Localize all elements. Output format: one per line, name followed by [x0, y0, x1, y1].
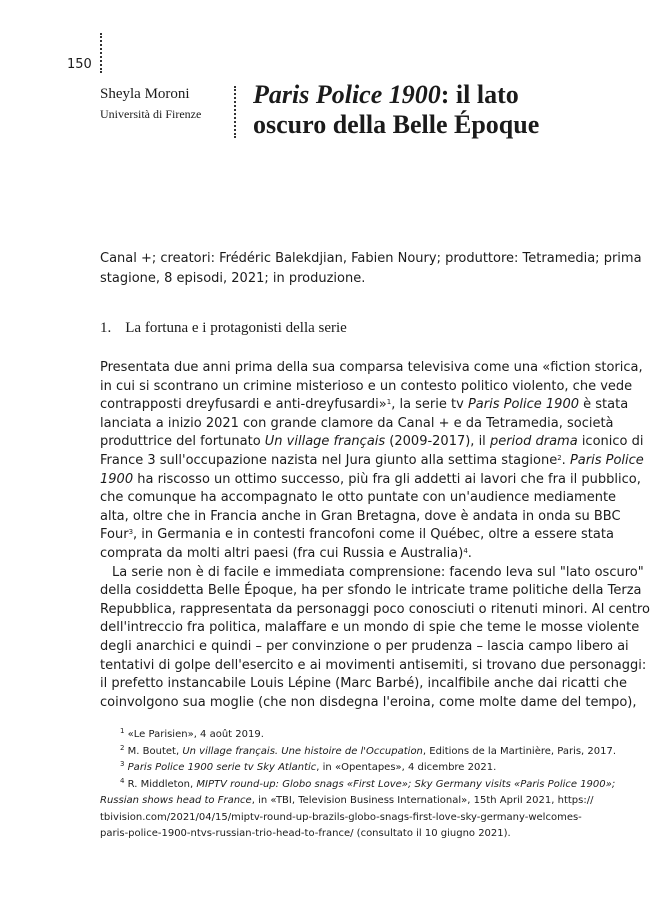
- text-line: in cui si scontrano un crimine misterioso e un contesto politico violento, che vede: [100, 378, 633, 394]
- text-line: La serie non è di facile e immediata comprensione: facendo leva sul "lato oscuro": [112, 564, 644, 580]
- text-line: che comunque ha accompagnato le otto puntate con un'audience mediamente: [100, 490, 617, 506]
- title-divider: [234, 86, 236, 138]
- text-line: degli anarchici e quindi – per convinzione o per prudenza – lascia campo libero ai: [100, 638, 629, 654]
- text-line: della cosiddetta Belle Époque, ha per sfondo le intricate trame politiche della Terza: [100, 583, 642, 599]
- info-line: Canal +; creatori: Frédéric Balekdjian, Fabien Noury; produttore: Tetramedia; prima: [100, 251, 642, 266]
- text-line: dell'intreccio fra politica, malaffare e un mondo di spie che teme le mosse violente: [100, 620, 640, 636]
- text-line: Presentata due anni prima della sua comparsa televisiva come una «fiction storica,: [100, 360, 643, 375]
- text-line: alta, oltre che in Francia anche in Gran Bretagna, dove è andata in onda su BBC: [100, 508, 621, 524]
- text-line: lanciata a inizio 2021 con grande clamore da Canal + e da Tetramedia, società: [100, 415, 614, 431]
- section-number: 1.: [100, 320, 112, 336]
- section-heading: [100, 320, 347, 337]
- text-line: il prefetto instancabile Louis Lépine (Marc Barbé), incalfibile anche dai ricatti che: [100, 676, 627, 692]
- text-line: 1900 ha riscosso un ottimo successo, più fra gli addetti ai lavori che fra il pubblico,: [100, 471, 641, 487]
- article-title: [253, 80, 613, 140]
- text-line: Repubblica, rappresentata da personaggi poco conosciuti o ritenuti minori. Al centro: [100, 601, 650, 617]
- footnote-ref[interactable]: 3: [128, 528, 134, 537]
- footnote-ref[interactable]: 4: [463, 546, 468, 555]
- text-line: coinvolgono sua moglie (che non disdegna l'eroina, come molte dame del tempo),: [100, 694, 637, 710]
- footnotes: [100, 727, 617, 843]
- text-line: contrapposti dreyfusardi e anti-dreyfusardi»$^1$, la serie tv Paris Police 1900 è stata: [100, 397, 629, 413]
- vertical-divider: [100, 33, 102, 73]
- info-line: stagione, 8 episodi, 2021; in produzione.: [100, 271, 366, 286]
- author-affiliation: Università di Firenze: [100, 107, 202, 121]
- footnote-url[interactable]: tbivision.com/2021/04/15/miptv-round-up-brazils-globo-snags-first-love-sky-germany-welcomes-: [100, 811, 582, 823]
- text-line: comprata da molti altri paesi (fra cui Russia e Australia)$^4$.: [100, 545, 472, 561]
- text-line: France 3 sull'occupazione nazista nel Jura giunto alla settima stagione$^2$. Paris Police: [100, 452, 644, 468]
- author-name: Sheyla Moroni: [100, 86, 190, 102]
- section-title: La fortuna e i protagonisti della serie: [125, 320, 347, 336]
- footnote-ref[interactable]: 2: [557, 453, 562, 462]
- title-rest: : il lato: [440, 80, 519, 109]
- body-text: [100, 359, 650, 712]
- text-line: Four$^3$, in Germania e in contesti francofoni come il Québec, oltre a essere stata: [100, 527, 614, 543]
- footnote: $^4$ R. Middleton, MIPTV round-up: Globo snags «First Love»; Sky Germany visits «Paris Police 1900»;: [120, 776, 616, 790]
- title-line-2: oscuro della Belle Époque: [253, 110, 540, 139]
- footnote: $^2$ M. Boutet, Un village français. Une histoire de l'Occupation, Editions de la Martinière, Paris, 2017.: [120, 743, 617, 757]
- production-info: [100, 249, 642, 289]
- footnote-ref[interactable]: 1: [386, 398, 392, 407]
- footnote-continuation: paris-police-1900-ntvs-russian-trio-head-to-france/ (consultato il 10 giugno 2021).: [100, 828, 511, 839]
- title-italic: Paris Police 1900: [253, 80, 441, 109]
- text-line: produttrice del fortunato Un village français (2009-2017), il period drama iconico di: [100, 434, 644, 450]
- footnote: $^3$ Paris Police 1900 serie tv Sky Atlantic, in «Opentapes», 4 dicembre 2021.: [120, 760, 497, 773]
- text-line: tentativi di golpe dell'esercito e ai movimenti antisemiti, si trovano due personaggi:: [100, 657, 647, 673]
- footnote: $^1$ «Le Parisien», 4 août 2019.: [120, 727, 264, 740]
- footnote-continuation: Russian shows head to France, in «TBI, Television Business International», 15th April 2021, https://: [100, 795, 594, 806]
- page-number: 150: [67, 57, 92, 72]
